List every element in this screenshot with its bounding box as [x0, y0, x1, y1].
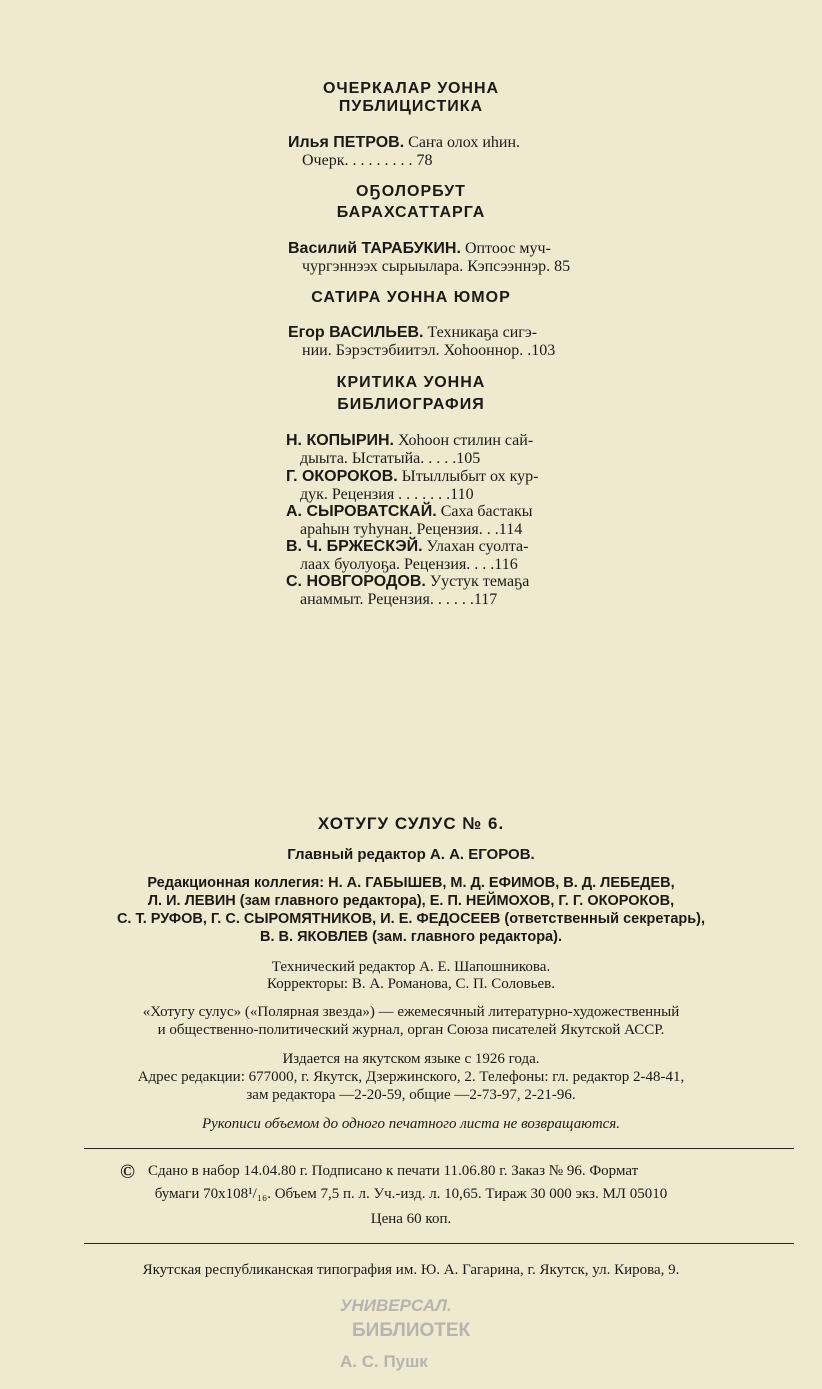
section-heading: БИБЛИОГРАФИЯ	[337, 396, 485, 413]
entry-title: Саҥа олох иһин.	[404, 134, 521, 151]
magazine-description: и общественно-политический журнал, орган Союза писателей Якутской АССР.	[157, 1022, 665, 1038]
section-heading: ОЧЕРКАЛАР УОННА	[322, 80, 500, 97]
entry-title: дыыта. Ыстатыйа. . . . .105	[300, 450, 481, 467]
section-heading: ОҔОЛОРБУТ	[356, 183, 466, 200]
editorial-board-line: Л. И. ЛЕВИН (зам главного редактора), Е. П. НЕЙМОХОВ, Г. Г. ОКОРОКОВ,	[147, 893, 675, 909]
contents-entry	[286, 468, 539, 504]
entry-title: Очерк. . . . . . . . . 78	[302, 152, 433, 169]
divider	[84, 1148, 794, 1149]
entry-title: Техникаҕа сигэ-	[423, 324, 538, 341]
manuscripts-note: Рукописи объемом до одного печатного листа не возвращаются.	[201, 1116, 621, 1132]
tech-editor: Технический редактор А. Е. Шапошникова.	[271, 959, 551, 975]
magazine-description: «Хотугу сулус» («Полярная звезда») — ежемесячный литературно-художественный	[142, 1004, 680, 1020]
correctors: Корректоры: В. А. Романова, С. П. Соловьев.	[266, 976, 556, 992]
print-info: Сдано в набор 14.04.80 г. Подписано к печати 11.06.80 г. Заказ № 96. Формат	[148, 1163, 639, 1179]
editorial-board-line: Редакционная коллегия: Н. А. ГАБЫШЕВ, М. Д. ЕФИМОВ, В. Д. ЛЕБЕДЕВ,	[147, 875, 675, 891]
entry-author: А. СЫРОВАТСКАЙ.	[286, 503, 437, 520]
entry-author: Н. КОПЫРИН.	[286, 432, 394, 449]
chief-editor: Главный редактор А. А. ЕГОРОВ.	[287, 846, 535, 863]
entry-title: Саха бастакы	[436, 503, 533, 520]
contents-entry	[288, 134, 520, 170]
editorial-board-line: В. В. ЯКОВЛЕВ (зам. главного редактора).	[260, 929, 562, 945]
print-info: бумаги 70х108¹/₁₆. Объем 7,5 п. л. Уч.-изд. л. 10,65. Тираж 30 000 экз. МЛ 05010	[154, 1186, 668, 1202]
entry-title: дук. Рецензия . . . . . . .110	[300, 486, 474, 503]
contents-entry	[286, 432, 533, 468]
entry-author: Илья ПЕТРОВ.	[288, 134, 405, 151]
entry-title: Ытыллыбыт ох кур-	[397, 468, 539, 485]
entry-author: Егор ВАСИЛЬЕВ.	[288, 324, 424, 341]
entry-title: чургэннээх сырыылара. Кэпсээннэр. 85	[302, 258, 571, 275]
copyright-icon: ©	[120, 1161, 135, 1183]
entry-title: нии. Бэрэстэбиитэл. Хоһооннор. .103	[302, 342, 556, 359]
entry-title: Улахан суолта-	[422, 538, 529, 555]
stamp-line: УНИВЕРСАЛ.	[340, 1296, 452, 1315]
stamp-line: А. С. Пушк	[340, 1352, 428, 1371]
contents-entry	[288, 324, 555, 360]
stamp-line: БИБЛИОТЕК	[352, 1320, 471, 1341]
entry-title: Хоһоон стилин сай-	[394, 432, 534, 449]
entry-author: Василий ТАРАБУКИН.	[288, 240, 461, 257]
entry-title: лаах буолуоҕа. Рецензия. . . .116	[300, 556, 518, 573]
entry-title: анаммыт. Рецензия. . . . . .117	[300, 591, 498, 608]
contents-entry	[286, 538, 528, 574]
entry-author: В. Ч. БРЖЕСКЭЙ.	[286, 538, 423, 555]
section-heading: САТИРА УОННА ЮМОР	[311, 289, 511, 306]
divider	[84, 1243, 794, 1244]
editorial-board-line: С. Т. РУФОВ, Г. С. СЫРОМЯТНИКОВ, И. Е. ФЕДОСЕЕВ (ответственный секретарь),	[116, 911, 706, 927]
entry-title: Уустук темаҕа	[425, 573, 530, 590]
price: Цена 60 коп.	[370, 1211, 452, 1227]
entry-author: Г. ОКОРОКОВ.	[286, 468, 398, 485]
entry-title: Оптоос муч-	[460, 240, 551, 257]
editorial-address: зам редактора —2-20-59, общие —2-73-97, 2-21-96.	[246, 1087, 576, 1103]
printer-info: Якутская республиканская типография им. Ю. А. Гагарина, г. Якутск, ул. Кирова, 9.	[142, 1262, 680, 1278]
section-heading: БАРАХСАТТАРГА	[336, 204, 486, 221]
section-heading: КРИТИКА УОННА	[336, 374, 486, 391]
entry-author: С. НОВГОРОДОВ.	[286, 573, 426, 590]
magazine-issue-title: ХОТУГУ СУЛУС № 6.	[317, 814, 505, 833]
publication-language: Издается на якутском языке с 1926 года.	[282, 1051, 540, 1067]
editorial-address: Адрес редакции: 677000, г. Якутск, Дзержинского, 2. Телефоны: гл. редактор 2-48-41,	[137, 1069, 685, 1085]
contents-entry	[286, 503, 533, 539]
entry-title: араһын туһунан. Рецензия. . .114	[300, 521, 523, 538]
section-heading: ПУБЛИЦИСТИКА	[338, 98, 484, 115]
contents-entry	[288, 240, 570, 276]
contents-entry	[286, 573, 529, 609]
